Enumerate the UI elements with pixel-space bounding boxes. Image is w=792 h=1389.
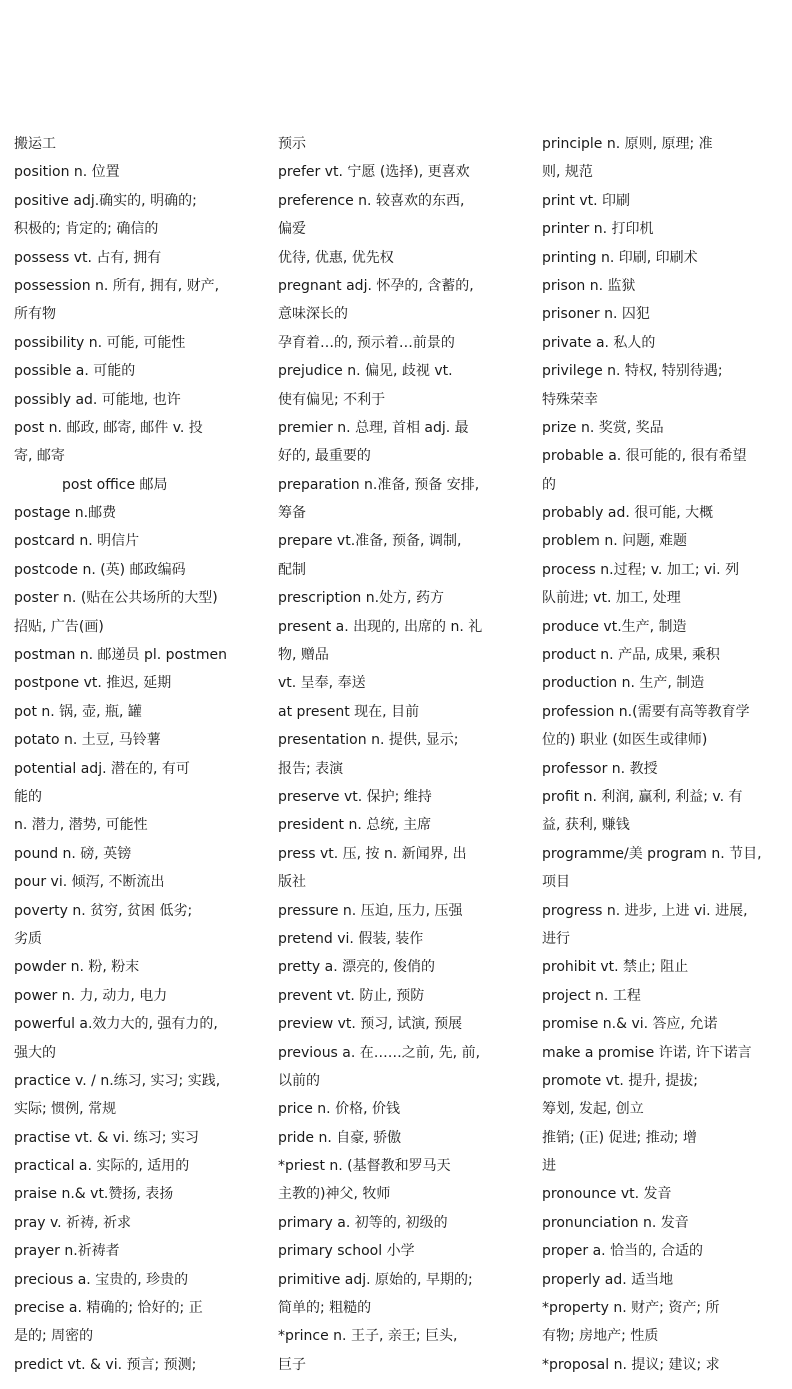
vocab-line: pressure n. 压迫, 压力, 压强 (278, 902, 463, 919)
vocab-line: pregnant adj. 怀孕的, 含蓄的, (278, 277, 474, 294)
column-2 (278, 130, 510, 1379)
vocab-line: 版社 (278, 874, 306, 891)
vocab-line: 强大的 (14, 1044, 56, 1061)
vocab-line: poverty n. 贫穷, 贫困 低劣; (14, 902, 193, 919)
vocab-line: *prince n. 王子, 亲王; 巨头, (278, 1328, 458, 1345)
vocab-line: 是的; 周密的 (14, 1328, 94, 1345)
vocab-line: postcard n. 明信片 (14, 533, 140, 550)
vocab-line: postcode n. (英) 邮政编码 (14, 561, 186, 578)
vocab-line: prize n. 奖赏, 奖品 (542, 419, 664, 436)
vocab-line: programme/美 program n. 节目, (542, 845, 762, 862)
vocab-line: positive adj.确实的, 明确的; (14, 192, 197, 209)
vocab-line: make a promise 许诺, 许下诺言 (542, 1044, 752, 1061)
vocab-line: practice v. / n.练习, 实习; 实践, (14, 1072, 221, 1089)
vocab-line: 筹划, 发起, 创立 (542, 1101, 644, 1118)
vocab-line: primary a. 初等的, 初级的 (278, 1214, 448, 1231)
vocab-line: 实际; 惯例, 常规 (14, 1101, 117, 1118)
vocab-line: 巨子 (278, 1356, 306, 1373)
vocab-line: possibility n. 可能, 可能性 (14, 334, 186, 351)
vocab-line: 所有物 (14, 306, 56, 323)
vocab-line: position n. 位置 (14, 164, 120, 181)
vocab-line: printer n. 打印机 (542, 221, 654, 238)
vocab-line: at present 现在, 目前 (278, 703, 420, 720)
vocab-line: pray v. 祈祷, 祈求 (14, 1214, 131, 1231)
vocab-line: 特殊荣幸 (542, 391, 598, 408)
vocab-line: 项目 (542, 874, 570, 891)
vocab-line: president n. 总统, 主席 (278, 817, 432, 834)
vocab-line: previous a. 在……之前, 先, 前, (278, 1044, 481, 1061)
vocab-line: 益, 获利, 赚钱 (542, 817, 630, 834)
vocab-line: printing n. 印刷, 印刷术 (542, 249, 698, 266)
vocab-line: 预示 (278, 136, 306, 152)
vocab-line: 推销; (正) 促进; 推动; 增 (542, 1129, 697, 1146)
vocab-line: 进行 (542, 930, 570, 947)
vocab-line: progress n. 进步, 上进 vi. 进展, (542, 902, 748, 919)
vocab-line: probable a. 很可能的, 很有希望 (542, 448, 747, 465)
vocab-line: preference n. 较喜欢的东西, (278, 192, 465, 209)
vocab-line: 主教的)神父, 牧师 (278, 1186, 391, 1203)
vocab-line: 劣质 (14, 930, 42, 947)
vocab-line: prayer n.祈祷者 (14, 1243, 120, 1260)
vocab-line: 队前进; vt. 加工, 处理 (542, 590, 681, 607)
vocab-line: 报告; 表演 (278, 760, 344, 777)
vocab-line: prevent vt. 防止, 预防 (278, 987, 425, 1004)
vocab-line: 意味深长的 (278, 306, 348, 323)
vocab-line: 则, 规范 (542, 164, 593, 181)
vocab-line: praise n.& vt.赞扬, 表扬 (14, 1186, 174, 1203)
vocab-line: process n.过程; v. 加工; vi. 列 (542, 561, 740, 578)
vocab-line: pride n. 自豪, 骄傲 (278, 1129, 402, 1146)
vocab-line: privilege n. 特权, 特别待遇; (542, 363, 723, 380)
vocab-line: prisoner n. 囚犯 (542, 306, 650, 323)
vocab-line: proper a. 恰当的, 合适的 (542, 1243, 703, 1260)
vocab-line: 的 (542, 476, 556, 493)
vocab-line: 孕育着…的, 预示着…前景的 (278, 334, 455, 351)
vocab-line: vt. 呈奉, 奉送 (278, 675, 366, 692)
vocab-line: 积极的; 肯定的; 确信的 (14, 221, 159, 238)
vocab-line: primitive adj. 原始的, 早期的; (278, 1271, 473, 1288)
vocab-line: pound n. 磅, 英镑 (14, 845, 132, 862)
vocab-line: preview vt. 预习, 试演, 预展 (278, 1016, 463, 1033)
vocab-line: postpone vt. 推迟, 延期 (14, 675, 172, 692)
vocab-line: possess vt. 占有, 拥有 (14, 249, 162, 266)
vocab-line: professor n. 教授 (542, 760, 658, 777)
vocab-line: predict vt. & vi. 预言; 预测; (14, 1356, 197, 1373)
vocab-line: prefer vt. 宁愿 (选择), 更喜欢 (278, 164, 470, 181)
vocab-line: 配制 (278, 561, 306, 578)
vocab-line: 优待, 优惠, 优先权 (278, 249, 394, 266)
vocab-line: n. 潜力, 潜势, 可能性 (14, 817, 148, 834)
vocab-line: 有物; 房地产; 性质 (542, 1328, 659, 1345)
vocab-line: produce vt.生产, 制造 (542, 618, 687, 635)
vocab-line: precise a. 精确的; 恰好的; 正 (14, 1300, 203, 1317)
vocab-line: 使有偏见; 不利于 (278, 391, 386, 408)
vocab-line: possibly ad. 可能地, 也许 (14, 391, 181, 408)
vocab-line: *proposal n. 提议; 建议; 求 (542, 1356, 720, 1373)
vocab-line: print vt. 印刷 (542, 192, 631, 209)
vocab-line: 寄, 邮寄 (14, 448, 65, 465)
vocab-line: 简单的; 粗糙的 (278, 1300, 372, 1317)
vocab-line: practical a. 实际的, 适用的 (14, 1158, 190, 1175)
vocab-line: *priest n. (基督教和罗马天 (278, 1158, 451, 1175)
vocab-line: pretty a. 漂亮的, 俊俏的 (278, 959, 436, 976)
vocab-line: prepare vt.准备, 预备, 调制, (278, 533, 462, 550)
vocab-line: private a. 私人的 (542, 334, 656, 351)
column-3 (542, 130, 774, 1379)
vocab-line: prejudice n. 偏见, 歧视 vt. (278, 363, 453, 380)
vocab-line: promote vt. 提升, 提拔; (542, 1072, 698, 1089)
vocab-line: premier n. 总理, 首相 adj. 最 (278, 419, 469, 436)
vocab-line: principle n. 原则, 原理; 准 (542, 136, 713, 152)
vocab-line: 搬运工 (14, 136, 56, 152)
vocab-line: pronounce vt. 发音 (542, 1186, 672, 1203)
vocab-line: prison n. 监狱 (542, 277, 636, 294)
vocab-line: 物, 赠品 (278, 647, 329, 664)
vocab-line: price n. 价格, 价钱 (278, 1101, 400, 1118)
vocab-line: 偏爱 (278, 221, 306, 238)
vocab-line: poster n. (贴在公共场所的大型) (14, 590, 218, 607)
vocab-line: potential adj. 潜在的, 有可 (14, 760, 190, 777)
vocab-line: possession n. 所有, 拥有, 财产, (14, 277, 220, 294)
vocab-line: project n. 工程 (542, 987, 641, 1004)
vocab-line: 位的) 职业 (如医生或律师) (542, 732, 708, 749)
vocab-line: promise n.& vi. 答应, 允诺 (542, 1016, 718, 1033)
vocab-line: powder n. 粉, 粉末 (14, 959, 140, 976)
vocab-line: primary school 小学 (278, 1243, 415, 1260)
vocab-line: production n. 生产, 制造 (542, 675, 705, 692)
vocab-line: 招贴, 广告(画) (14, 618, 104, 635)
vocab-line: post office 邮局 (62, 476, 168, 493)
vocab-line: 筹备 (278, 505, 306, 522)
vocab-line: prescription n.处方, 药方 (278, 590, 444, 607)
vocab-line: 好的, 最重要的 (278, 448, 371, 465)
vocab-line: probably ad. 很可能, 大概 (542, 505, 714, 522)
vocab-line: properly ad. 适当地 (542, 1271, 674, 1288)
vocab-line: prohibit vt. 禁止; 阻止 (542, 959, 689, 976)
vocab-line: problem n. 问题, 难题 (542, 533, 688, 550)
vocab-line: 进 (542, 1158, 556, 1175)
vocab-line: preserve vt. 保护; 维持 (278, 788, 432, 805)
vocab-line: press vt. 压, 按 n. 新闻界, 出 (278, 845, 467, 862)
column-1 (14, 130, 246, 1379)
vocab-line: 能的 (14, 788, 42, 805)
vocab-line: precious a. 宝贵的, 珍贵的 (14, 1271, 189, 1288)
vocab-line: potato n. 土豆, 马铃薯 (14, 732, 161, 749)
vocab-line: possible a. 可能的 (14, 363, 136, 380)
vocab-line: powerful a.效力大的, 强有力的, (14, 1016, 218, 1033)
vocab-line: pour vi. 倾泻, 不断流出 (14, 874, 165, 891)
vocab-line: post n. 邮政, 邮寄, 邮件 v. 投 (14, 419, 203, 436)
vocab-line: pretend vi. 假装, 装作 (278, 930, 424, 947)
vocab-line: practise vt. & vi. 练习; 实习 (14, 1129, 199, 1146)
vocab-line: 以前的 (278, 1072, 320, 1089)
vocab-line: pot n. 锅, 壶, 瓶, 罐 (14, 703, 142, 720)
vocab-line: profession n.(需要有高等教育学 (542, 703, 750, 720)
vocab-line: pronunciation n. 发音 (542, 1214, 689, 1231)
vocab-line: power n. 力, 动力, 电力 (14, 987, 168, 1004)
vocab-line: profit n. 利润, 赢利, 利益; v. 有 (542, 788, 743, 805)
vocab-line: preparation n.准备, 预备 安排, (278, 476, 480, 493)
vocab-line: *property n. 财产; 资产; 所 (542, 1300, 720, 1317)
vocab-line: presentation n. 提供, 显示; (278, 732, 459, 749)
vocab-line: postage n.邮费 (14, 505, 117, 522)
vocab-line: present a. 出现的, 出席的 n. 礼 (278, 618, 483, 635)
vocab-line: product n. 产品, 成果, 乘积 (542, 647, 720, 664)
vocab-line: postman n. 邮递员 pl. postmen (14, 647, 228, 664)
